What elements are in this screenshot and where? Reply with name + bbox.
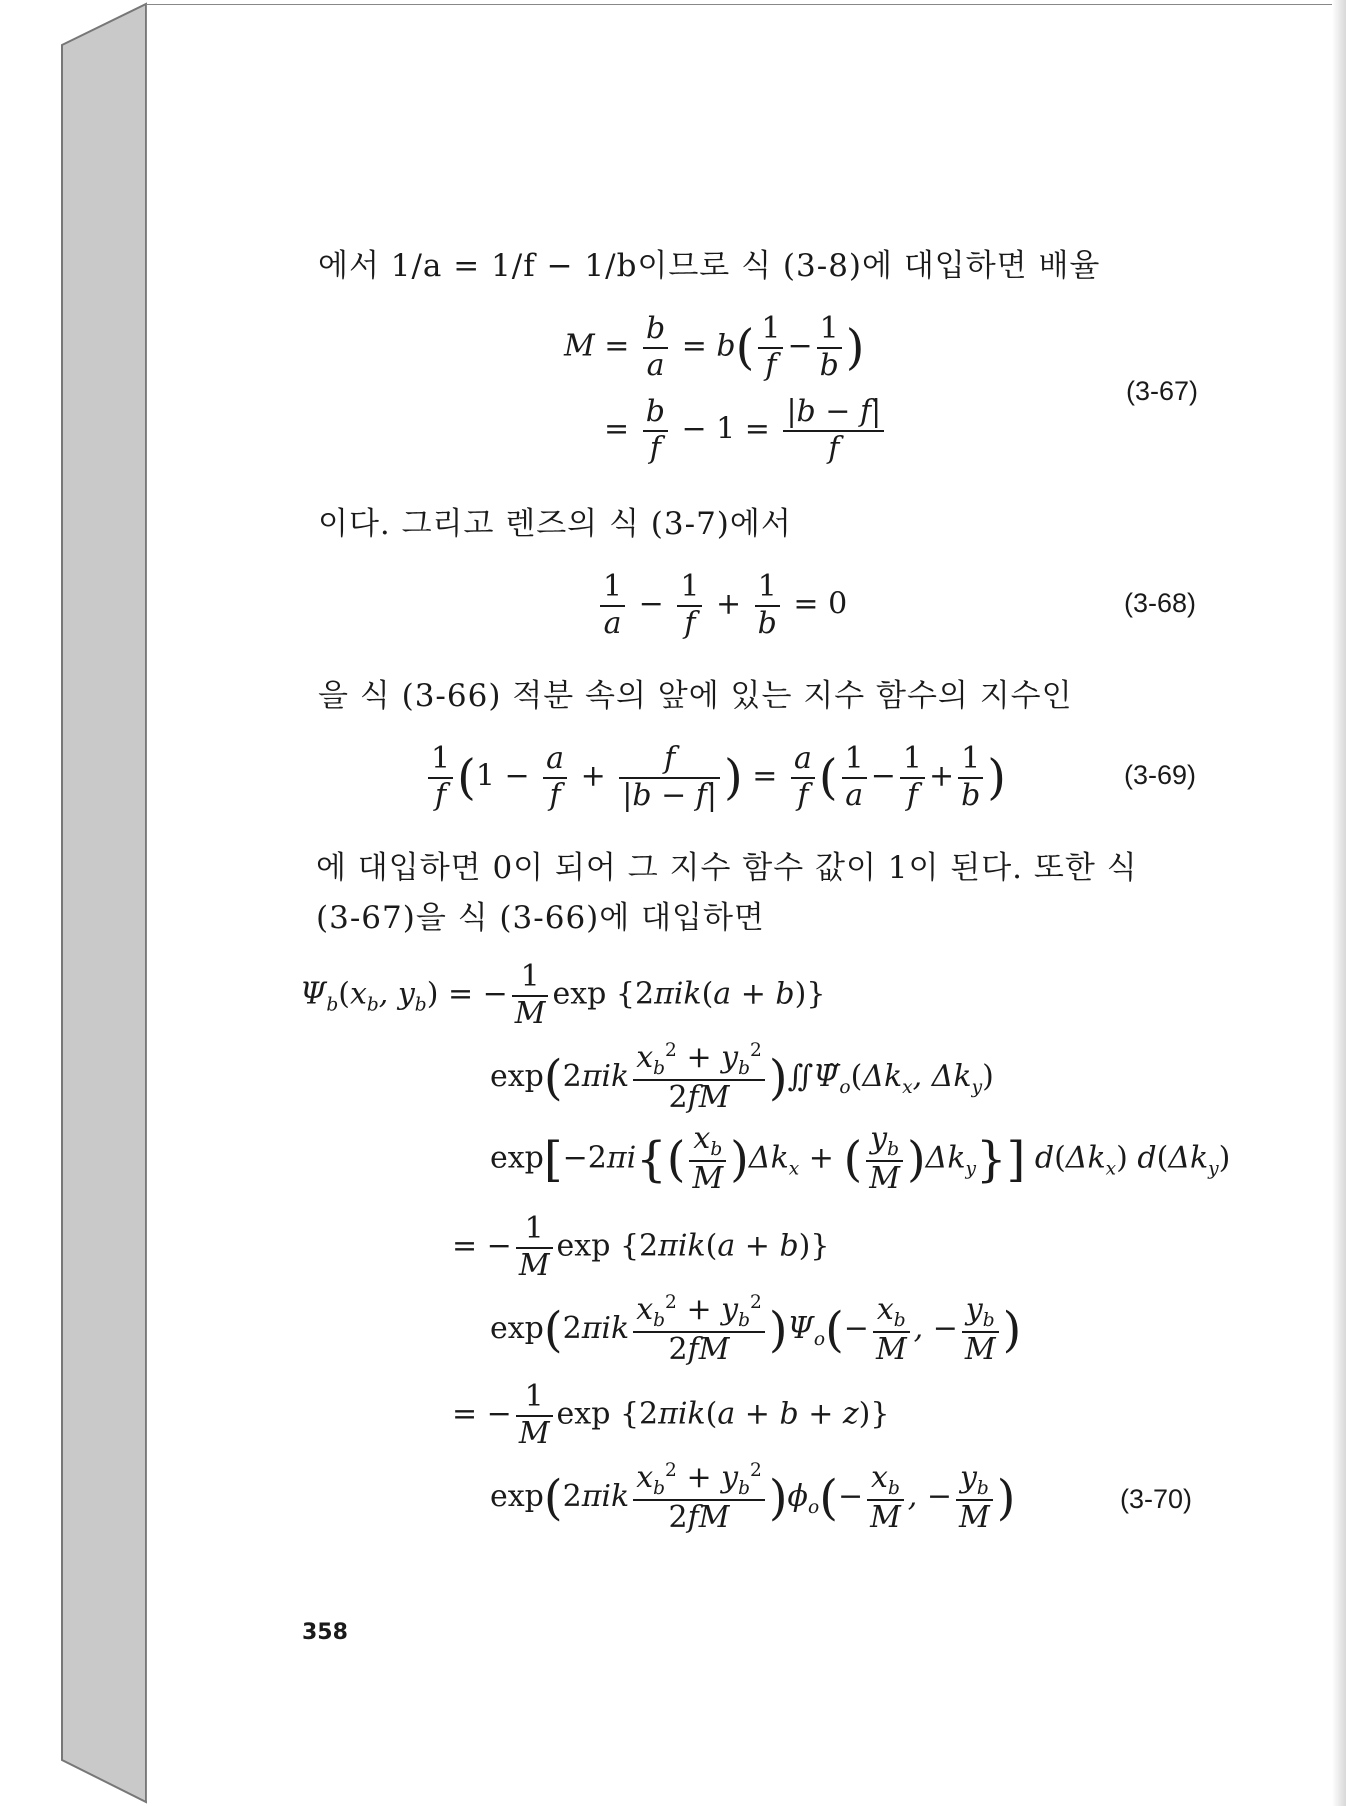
book-spine	[0, 0, 150, 1806]
page-edge-shadow	[1332, 0, 1346, 1806]
paragraph-2: 이다. 그리고 렌즈의 식 (3-7)에서	[318, 506, 792, 542]
equation-3-70-line-5: exp(2πik $\frac{x_b^2 + y_b^2}{2fM}$ )$\Psi_o(-$ $\frac{x_b}{M}$ , − $\frac{y_b}{M}$ )	[490, 1291, 1022, 1368]
paragraph-3: 을 식 (3-66) 적분 속의 앞에 있는 지수 함수의 지수인	[318, 678, 1073, 714]
paragraph-1: 에서 1/a = 1/f − 1/b이므로 식 (3-8)에 대입하면 배율	[318, 248, 1101, 284]
equation-number-3-67: (3-67)	[1126, 376, 1199, 406]
equation-3-67-line-1: M = $\frac{b}{a}$ = b( $\frac{1}{f}$ − $\frac{1}{b}$ )	[564, 311, 865, 383]
equation-number-3-69: (3-69)	[1124, 760, 1197, 790]
equation-3-69: $\frac{1}{f}$ (1 − $\frac{a}{f}$ + $\frac{f}{|b - f|}$ ) = $\frac{a}{f}$ ( $\frac{1}{a}$ − $\frac{1}{f}$ + $\frac{1}{b}$ )	[424, 742, 1006, 813]
paragraph-4-line-1: 에 대입하면 0이 되어 그 지수 함수 값이 1이 된다. 또한 식	[316, 850, 1138, 886]
equation-3-70-line-4: = − $\frac{1}{M}$ exp {2πik(a + b)}	[452, 1211, 830, 1283]
equation-3-70-line-3: exp[−2πi{( $\frac{x_b}{M}$ )$\Delta k_x$ + ( $\frac{y_b}{M}$ )$\Delta k_y$}] $d(\Delta k_x)$ $d(\Delta k_y)$	[490, 1121, 1231, 1197]
equation-3-70-line-2: exp(2πik $\frac{x_b^2 + y_b^2}{2fM}$ )$∬\Psĩ_o(\Delta k_x$, $\Delta k_y$)	[490, 1040, 994, 1116]
equation-3-70-line-6: = − $\frac{1}{M}$ exp {2πik(a + b + z)}	[452, 1379, 890, 1451]
equation-number-3-68: (3-68)	[1124, 588, 1197, 618]
equation-3-67-line-2: = $\frac{b}{f}$ − 1 = $\frac{|b - f|}{f}$	[604, 395, 888, 466]
page-number: 358	[302, 1620, 348, 1645]
equation-number-3-70: (3-70)	[1120, 1484, 1193, 1514]
equation-3-70-line-7: exp(2πik $\frac{x_b^2 + y_b^2}{2fM}$ )$\phi_o(-$ $\frac{x_b}{M}$ , − $\frac{y_b}{M}$ )	[490, 1459, 1016, 1536]
equation-3-70-line-1: $\Psi_b(x_b$, $y_b$) = − $\frac{1}{M}$ exp {2πik(a + b)}	[300, 959, 826, 1031]
equation-3-68: $\frac{1}{a}$ − $\frac{1}{f}$ + $\frac{1}{b}$ = 0	[596, 570, 847, 641]
paragraph-4-line-2: (3-67)을 식 (3-66)에 대입하면	[316, 900, 765, 936]
